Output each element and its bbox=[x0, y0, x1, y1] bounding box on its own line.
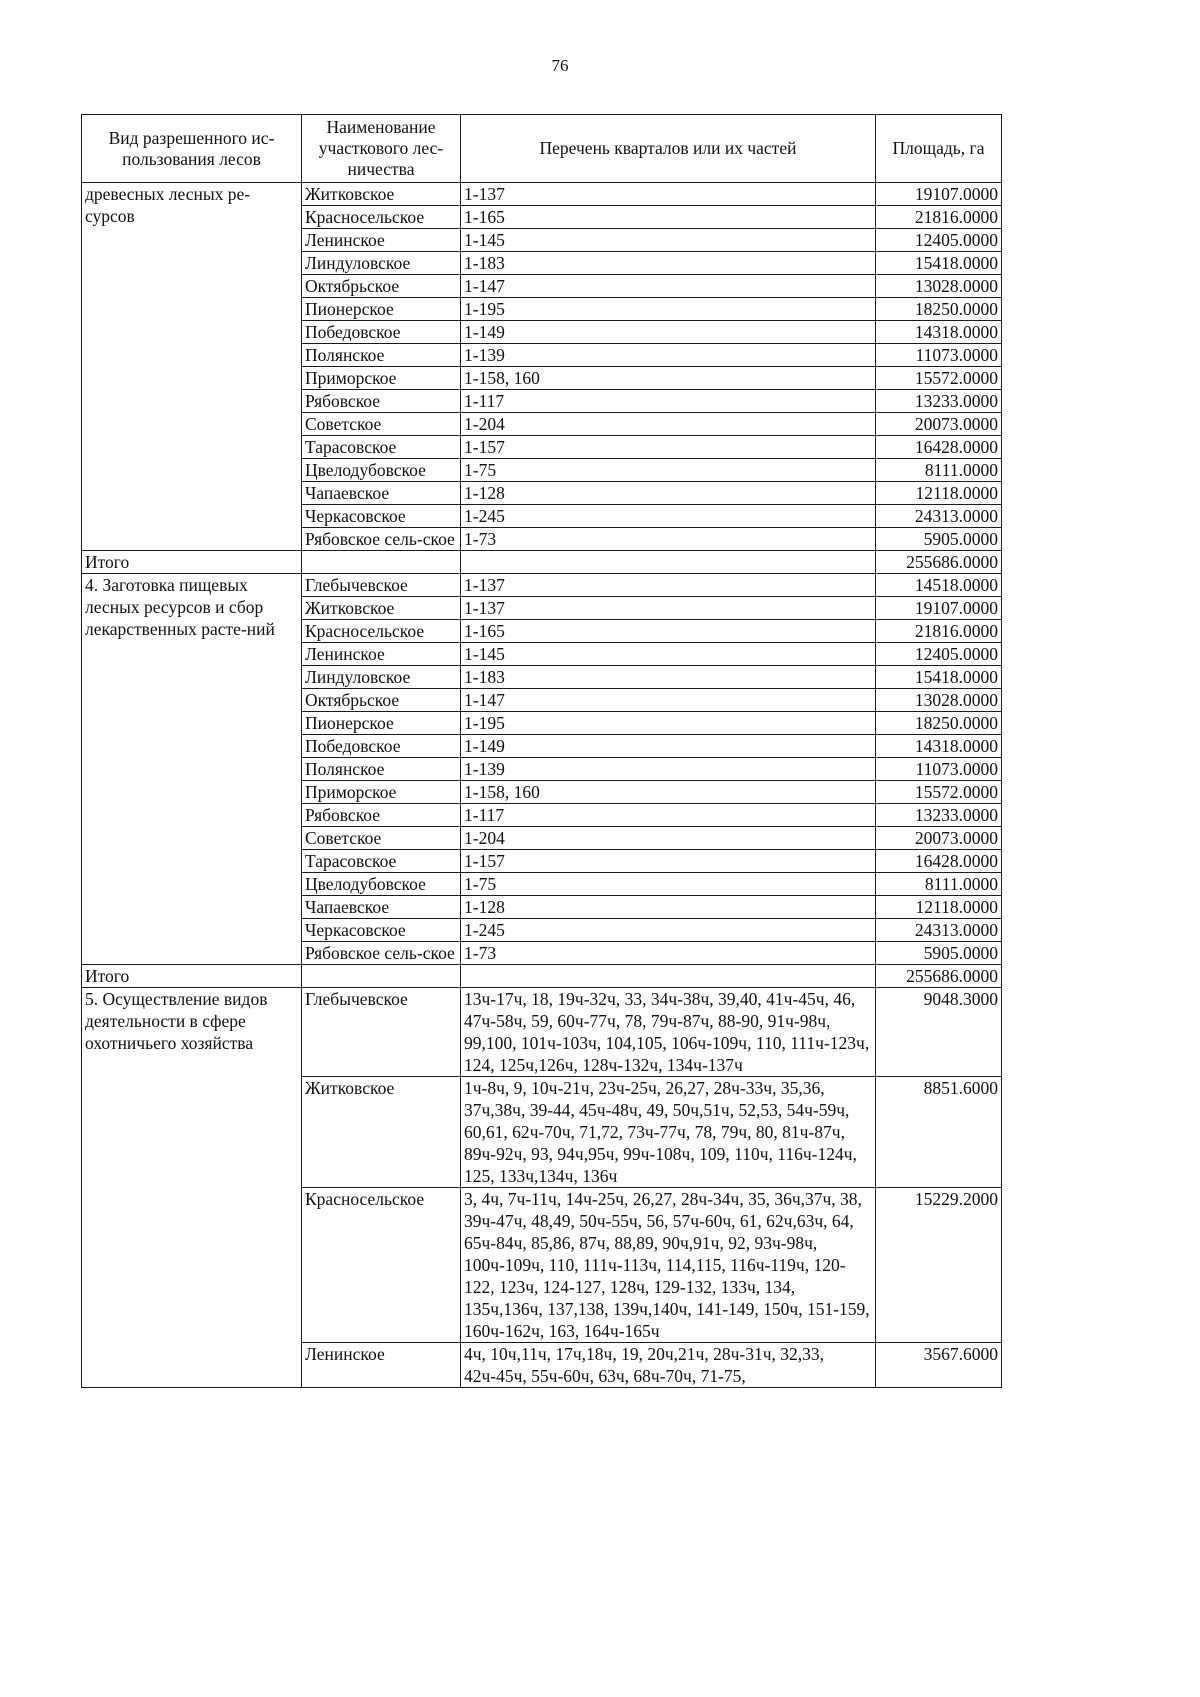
area-value: 21816.0000 bbox=[876, 620, 1002, 643]
quarters-list: 1-204 bbox=[461, 827, 876, 850]
table-header-row bbox=[82, 115, 1002, 183]
quarters-list: 1-165 bbox=[461, 206, 876, 229]
forestry-name: Октябрьское bbox=[302, 275, 461, 298]
area-value: 18250.0000 bbox=[876, 298, 1002, 321]
area-value: 16428.0000 bbox=[876, 436, 1002, 459]
forestry-name: Житковское bbox=[302, 1077, 461, 1188]
total-area: 255686.0000 bbox=[876, 965, 1002, 988]
forestry-name: Цвелодубовское bbox=[302, 459, 461, 482]
forestry-name: Цвелодубовское bbox=[302, 873, 461, 896]
area-value: 15418.0000 bbox=[876, 252, 1002, 275]
quarters-list: 1-158, 160 bbox=[461, 367, 876, 390]
forestry-name: Житковское bbox=[302, 183, 461, 206]
quarters-list: 1-145 bbox=[461, 229, 876, 252]
quarters-list: 13ч-17ч, 18, 19ч-32ч, 33, 34ч-38ч, 39,40, 41ч-45ч, 46, 47ч-58ч, 59, 60ч-77ч, 78, 79ч-87ч, 88-90, 91ч-98ч, 99,100, 101ч-103ч, 104,105, 106ч-109ч, 110, 111ч-123ч, 124, 125ч,126ч, 128ч-132ч, 134ч-137ч bbox=[461, 988, 876, 1077]
area-value: 15572.0000 bbox=[876, 781, 1002, 804]
header-area: Площадь, га bbox=[876, 115, 1002, 183]
quarters-list: 1ч-8ч, 9, 10ч-21ч, 23ч-25ч, 26,27, 28ч-33ч, 35,36, 37ч,38ч, 39-44, 45ч-48ч, 49, 50ч,51ч, 52,53, 54ч-59ч, 60,61, 62ч-70ч, 71,72, 73ч-77ч, 78, 79ч, 80, 81ч-87ч, 89ч-92ч, 93, 94ч,95ч, 99ч-108ч, 109, 110ч, 116ч-124ч, 125, 133ч,134ч, 136ч bbox=[461, 1077, 876, 1188]
quarters-list: 1-147 bbox=[461, 689, 876, 712]
quarters-list: 1-117 bbox=[461, 804, 876, 827]
table-body bbox=[82, 183, 1002, 1388]
quarters-list: 1-147 bbox=[461, 275, 876, 298]
total-label: Итого bbox=[82, 551, 302, 574]
forestry-name: Победовское bbox=[302, 321, 461, 344]
forestry-name: Черкасовское bbox=[302, 919, 461, 942]
area-value: 13028.0000 bbox=[876, 275, 1002, 298]
forestry-name: Рябовское bbox=[302, 804, 461, 827]
forestry-name: Житковское bbox=[302, 597, 461, 620]
area-value: 15229.2000 bbox=[876, 1188, 1002, 1343]
quarters-list: 1-117 bbox=[461, 390, 876, 413]
area-value: 3567.6000 bbox=[876, 1343, 1002, 1388]
forestry-name: Ленинское bbox=[302, 1343, 461, 1388]
forestry-name: Глебычевское bbox=[302, 988, 461, 1077]
total-area: 255686.0000 bbox=[876, 551, 1002, 574]
area-value: 8111.0000 bbox=[876, 459, 1002, 482]
area-value: 14518.0000 bbox=[876, 574, 1002, 597]
forestry-name: Тарасовское bbox=[302, 436, 461, 459]
area-value: 16428.0000 bbox=[876, 850, 1002, 873]
quarters-list: 1-75 bbox=[461, 459, 876, 482]
header-use-type: Вид разрешенного ис-пользования лесов bbox=[82, 115, 302, 183]
quarters-list: 1-137 bbox=[461, 183, 876, 206]
use-type-label: 4. Заготовка пищевых лесных ресурсов и сбор лекарственных расте-ний bbox=[82, 574, 302, 965]
header-quarters: Перечень кварталов или их частей bbox=[461, 115, 876, 183]
forestry-name: Рябовское bbox=[302, 390, 461, 413]
area-value: 24313.0000 bbox=[876, 919, 1002, 942]
area-value: 5905.0000 bbox=[876, 528, 1002, 551]
page-number: 76 bbox=[551, 56, 569, 75]
area-value: 12405.0000 bbox=[876, 229, 1002, 252]
use-type-label: 5. Осуществление видов деятельности в сфере охотничьего хозяйства bbox=[82, 988, 302, 1388]
area-value: 8851.6000 bbox=[876, 1077, 1002, 1188]
forestry-name: Рябовское сель-ское bbox=[302, 528, 461, 551]
forestry-name: Ленинское bbox=[302, 229, 461, 252]
forestry-name: Пионерское bbox=[302, 712, 461, 735]
area-value: 12118.0000 bbox=[876, 482, 1002, 505]
forestry-name: Полянское bbox=[302, 758, 461, 781]
empty-cell bbox=[461, 551, 876, 574]
area-value: 11073.0000 bbox=[876, 344, 1002, 367]
forestry-name: Приморское bbox=[302, 367, 461, 390]
quarters-list: 1-195 bbox=[461, 712, 876, 735]
area-value: 9048.3000 bbox=[876, 988, 1002, 1077]
quarters-list: 1-73 bbox=[461, 528, 876, 551]
forestry-name: Октябрьское bbox=[302, 689, 461, 712]
area-value: 13233.0000 bbox=[876, 804, 1002, 827]
forestry-name: Глебычевское bbox=[302, 574, 461, 597]
area-value: 13028.0000 bbox=[876, 689, 1002, 712]
forestry-name: Пионерское bbox=[302, 298, 461, 321]
area-value: 15572.0000 bbox=[876, 367, 1002, 390]
quarters-list: 1-128 bbox=[461, 482, 876, 505]
forestry-name: Линдуловское bbox=[302, 666, 461, 689]
area-value: 19107.0000 bbox=[876, 597, 1002, 620]
use-type-label: древесных лесных ре-сурсов bbox=[82, 183, 302, 551]
quarters-list: 1-183 bbox=[461, 666, 876, 689]
quarters-list: 1-157 bbox=[461, 436, 876, 459]
quarters-list: 1-149 bbox=[461, 321, 876, 344]
area-value: 8111.0000 bbox=[876, 873, 1002, 896]
area-value: 21816.0000 bbox=[876, 206, 1002, 229]
table-row bbox=[82, 183, 1002, 206]
forestry-name: Советское bbox=[302, 827, 461, 850]
quarters-list: 1-204 bbox=[461, 413, 876, 436]
quarters-list: 1-139 bbox=[461, 344, 876, 367]
quarters-list: 1-195 bbox=[461, 298, 876, 321]
area-value: 20073.0000 bbox=[876, 413, 1002, 436]
forestry-name: Красносельское bbox=[302, 620, 461, 643]
area-value: 12118.0000 bbox=[876, 896, 1002, 919]
forestry-name: Приморское bbox=[302, 781, 461, 804]
area-value: 18250.0000 bbox=[876, 712, 1002, 735]
empty-cell bbox=[302, 551, 461, 574]
total-row bbox=[82, 965, 1002, 988]
forestry-name: Линдуловское bbox=[302, 252, 461, 275]
forestry-name: Красносельское bbox=[302, 206, 461, 229]
area-value: 14318.0000 bbox=[876, 321, 1002, 344]
table-row bbox=[82, 574, 1002, 597]
forestry-name: Чапаевское bbox=[302, 482, 461, 505]
area-value: 19107.0000 bbox=[876, 183, 1002, 206]
total-label: Итого bbox=[82, 965, 302, 988]
quarters-list: 1-139 bbox=[461, 758, 876, 781]
forestry-name: Тарасовское bbox=[302, 850, 461, 873]
quarters-list: 3, 4ч, 7ч-11ч, 14ч-25ч, 26,27, 28ч-34ч, 35, 36ч,37ч, 38, 39ч-47ч, 48,49, 50ч-55ч, 56, 57ч-60ч, 61, 62ч,63ч, 64, 65ч-84ч, 85,86, 87ч, 88,89, 90ч,91ч, 92, 93ч-98ч, 100ч-109ч, 110, 111ч-113ч, 114,115, 116ч-119ч, 120-122, 123ч, 124-127, 128ч, 129-132, 133ч, 134, 135ч,136ч, 137,138, 139ч,140ч, 141-149, 150ч, 151-159, 160ч-162ч, 163, 164ч-165ч bbox=[461, 1188, 876, 1343]
total-row bbox=[82, 551, 1002, 574]
quarters-list: 1-245 bbox=[461, 919, 876, 942]
forestry-name: Красносельское bbox=[302, 1188, 461, 1343]
quarters-list: 1-145 bbox=[461, 643, 876, 666]
header-forestry-name: Наименование участкового лес-ничества bbox=[302, 115, 461, 183]
forestry-name: Победовское bbox=[302, 735, 461, 758]
quarters-list: 1-157 bbox=[461, 850, 876, 873]
area-value: 24313.0000 bbox=[876, 505, 1002, 528]
quarters-list: 1-183 bbox=[461, 252, 876, 275]
quarters-list: 1-73 bbox=[461, 942, 876, 965]
forestry-name: Чапаевское bbox=[302, 896, 461, 919]
forestry-name: Черкасовское bbox=[302, 505, 461, 528]
quarters-list: 1-158, 160 bbox=[461, 781, 876, 804]
forestry-name: Советское bbox=[302, 413, 461, 436]
empty-cell bbox=[461, 965, 876, 988]
area-value: 12405.0000 bbox=[876, 643, 1002, 666]
forestry-name: Ленинское bbox=[302, 643, 461, 666]
area-value: 20073.0000 bbox=[876, 827, 1002, 850]
table-row bbox=[82, 988, 1002, 1077]
forestry-name: Полянское bbox=[302, 344, 461, 367]
quarters-list: 1-137 bbox=[461, 597, 876, 620]
quarters-list: 1-137 bbox=[461, 574, 876, 597]
area-value: 15418.0000 bbox=[876, 666, 1002, 689]
quarters-list: 1-128 bbox=[461, 896, 876, 919]
quarters-list: 1-75 bbox=[461, 873, 876, 896]
forest-use-table bbox=[81, 114, 1002, 1388]
area-value: 14318.0000 bbox=[876, 735, 1002, 758]
quarters-list: 1-149 bbox=[461, 735, 876, 758]
quarters-list: 4ч, 10ч,11ч, 17ч,18ч, 19, 20ч,21ч, 28ч-31ч, 32,33, 42ч-45ч, 55ч-60ч, 63ч, 68ч-70ч, 71-75, bbox=[461, 1343, 876, 1388]
forestry-name: Рябовское сель-ское bbox=[302, 942, 461, 965]
empty-cell bbox=[302, 965, 461, 988]
area-value: 5905.0000 bbox=[876, 942, 1002, 965]
area-value: 13233.0000 bbox=[876, 390, 1002, 413]
area-value: 11073.0000 bbox=[876, 758, 1002, 781]
quarters-list: 1-165 bbox=[461, 620, 876, 643]
quarters-list: 1-245 bbox=[461, 505, 876, 528]
